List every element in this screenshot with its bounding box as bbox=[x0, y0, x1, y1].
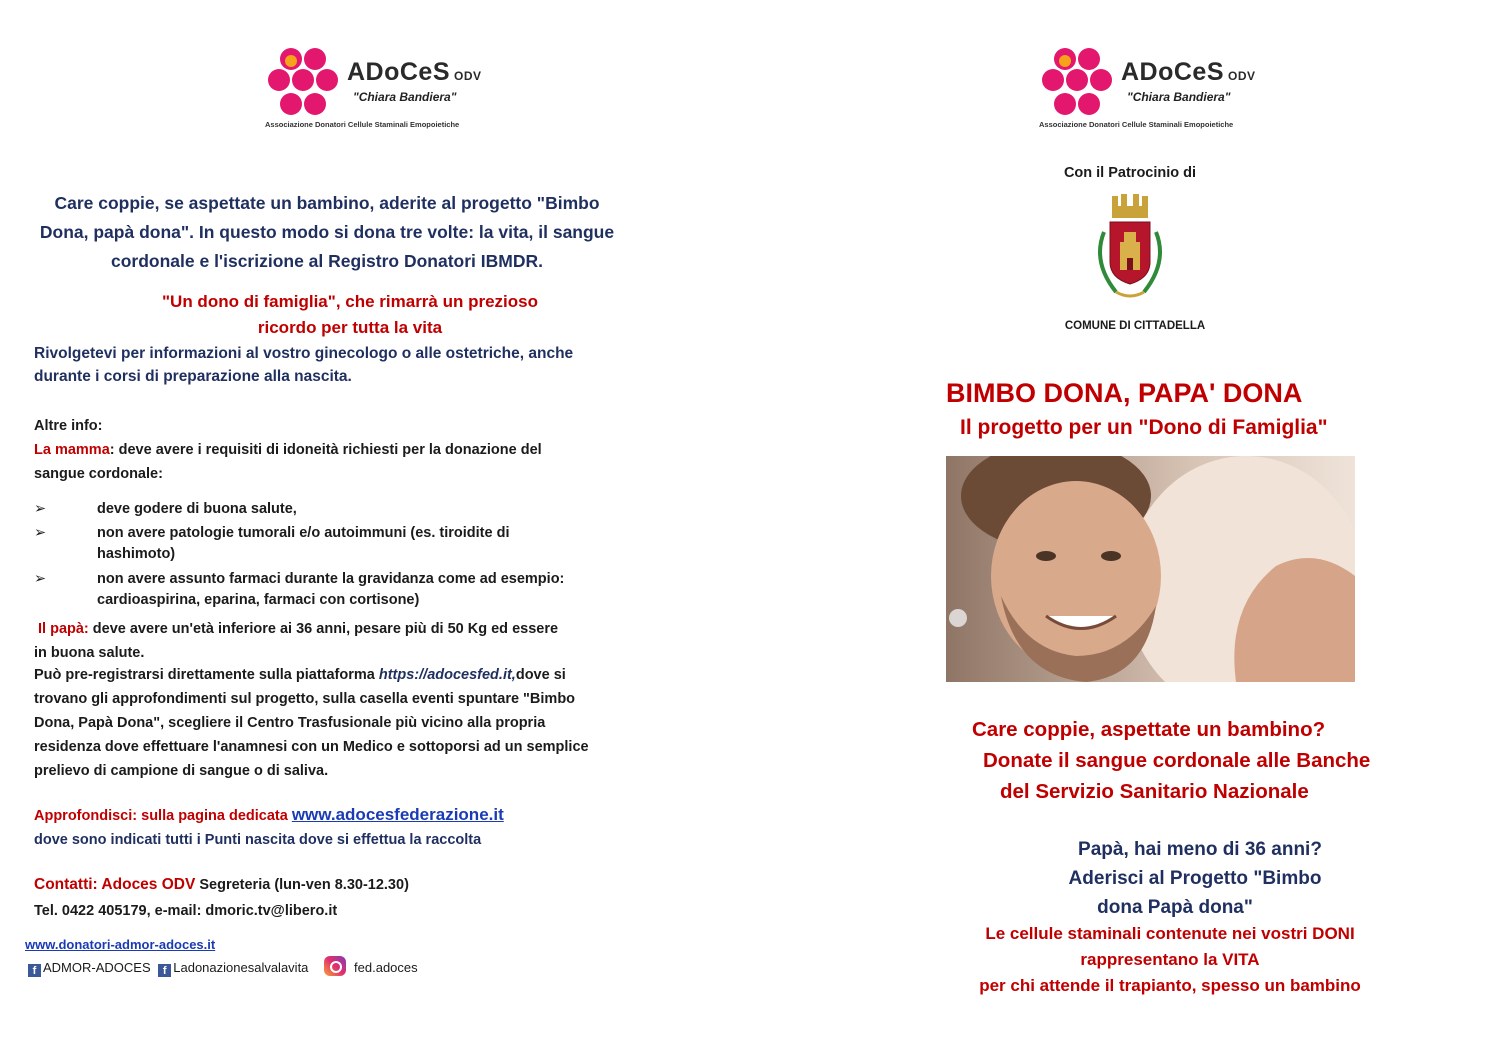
contacts: Contatti: Adoces ODV Segreteria (lun-ven 8.30-12.30) Tel. 0422 405179, e-mail: dmoric.tv@libero.it bbox=[34, 876, 409, 919]
adocesfed-link[interactable]: https://adocesfed.it, bbox=[378, 667, 516, 683]
approfondisci-paragraph: Approfondisci: sulla pagina dedicata www.adocesfederazione.it dove sono indicati tutti i Punti nascita dove si effettua la raccolta bbox=[34, 805, 504, 848]
page-title: BIMBO DONA, PAPA' DONA bbox=[946, 378, 1303, 408]
logo-brand: ADoCeS ODV bbox=[1121, 58, 1256, 86]
stem-cells-message: Le cellule staminali contenute nei vostri DONI rappresentano la VITA per chi attende il trapianto, spesso un bambino bbox=[979, 924, 1361, 995]
arrow-bullet-icon: ➢ bbox=[34, 501, 47, 517]
father-photo bbox=[946, 456, 1355, 682]
contact-advice: Rivolgetevi per informazioni al vostro ginecologo o alle ostetriche, anche durante i corsi di preparazione alla nascita. bbox=[34, 345, 574, 385]
website-link[interactable]: www.donatori-admor-adoces.it bbox=[25, 937, 216, 952]
arrow-bullet-icon: ➢ bbox=[34, 571, 47, 587]
mamma-requirements: La mamma: deve avere i requisiti di idoneità richiesti per la donazione del sangue cordonale: bbox=[34, 442, 542, 482]
arrow-bullet-icon: ➢ bbox=[34, 525, 47, 541]
adoces-logo-left bbox=[265, 48, 505, 138]
facebook-admor-link[interactable]: ADMOR-ADOCES bbox=[43, 960, 151, 975]
care-coppie-text: Care coppie, aspettate un bambino? Donate il sangue cordonale alle Banche del Servizio Sanitario Nazionale bbox=[972, 718, 1371, 803]
family-gift-quote: "Un dono di famiglia", che rimarrà un prezioso ricordo per tutta la vita bbox=[161, 292, 538, 337]
papa-call-to-action: Papà, hai meno di 36 anni? Aderisci al Progetto "Bimbo dona Papà dona" bbox=[1068, 839, 1322, 918]
flower-logo-icon bbox=[1039, 48, 1117, 120]
comune-label: COMUNE DI CITTADELLA bbox=[1064, 320, 1206, 332]
logo-subtitle: "Chiara Bandiera" bbox=[353, 90, 457, 104]
social-links bbox=[28, 956, 418, 977]
adoces-logo-right bbox=[1039, 48, 1279, 138]
logo-association: Associazione Donatori Cellule Staminali Emopoietiche bbox=[1039, 120, 1234, 129]
intro-paragraph: Care coppie, se aspettate un bambino, aderite al progetto "Bimbo Dona, papà dona". In questo modo si dona tre volte: la vita, il sangue cordonale e l'iscrizione al Registro Donatori IBMDR. bbox=[39, 193, 615, 271]
coat-of-arms-icon bbox=[1086, 192, 1174, 304]
instagram-icon bbox=[324, 956, 346, 976]
logo-subtitle: "Chiara Bandiera" bbox=[1127, 90, 1231, 104]
papa-requirements: Il papà: deve avere un'età inferiore ai 36 anni, pesare più di 50 Kg ed essere in buona salute. bbox=[34, 621, 559, 661]
facebook-icon: f bbox=[28, 964, 41, 977]
altre-info-heading: Altre info: bbox=[34, 418, 103, 434]
logo-brand: ADoCeS ODV bbox=[347, 58, 482, 86]
facebook-icon: f bbox=[158, 964, 171, 977]
preregistration-paragraph: Può pre-registrarsi direttamente sulla piattaforma https://adocesfed.it,dove si trovano gli approfondimenti sul progetto, sulla casella eventi spuntare "Bimbo Dona, Papà Dona", scegliere il Centro Trasfusionale più vicino alla propria residenza dove effettuare l'anamnesi con un Medico e sottoporsi ad un semplice prelievo di campione di sangue o di saliva. bbox=[34, 667, 589, 779]
flower-logo-icon bbox=[265, 48, 343, 120]
adocesfederazione-link[interactable]: www.adocesfederazione.it bbox=[291, 805, 504, 824]
facebook-ladonazione-link[interactable]: Ladonazionesalvalavita bbox=[173, 960, 309, 975]
phone-email: Tel. 0422 405179, e-mail: dmoric.tv@libero.it bbox=[34, 903, 338, 919]
logo-association: Associazione Donatori Cellule Staminali Emopoietiche bbox=[265, 120, 460, 129]
page-subtitle: Il progetto per un "Dono di Famiglia" bbox=[960, 416, 1328, 439]
instagram-link[interactable]: fed.adoces bbox=[354, 960, 418, 975]
patronage-label: Con il Patrocinio di bbox=[1063, 165, 1197, 181]
